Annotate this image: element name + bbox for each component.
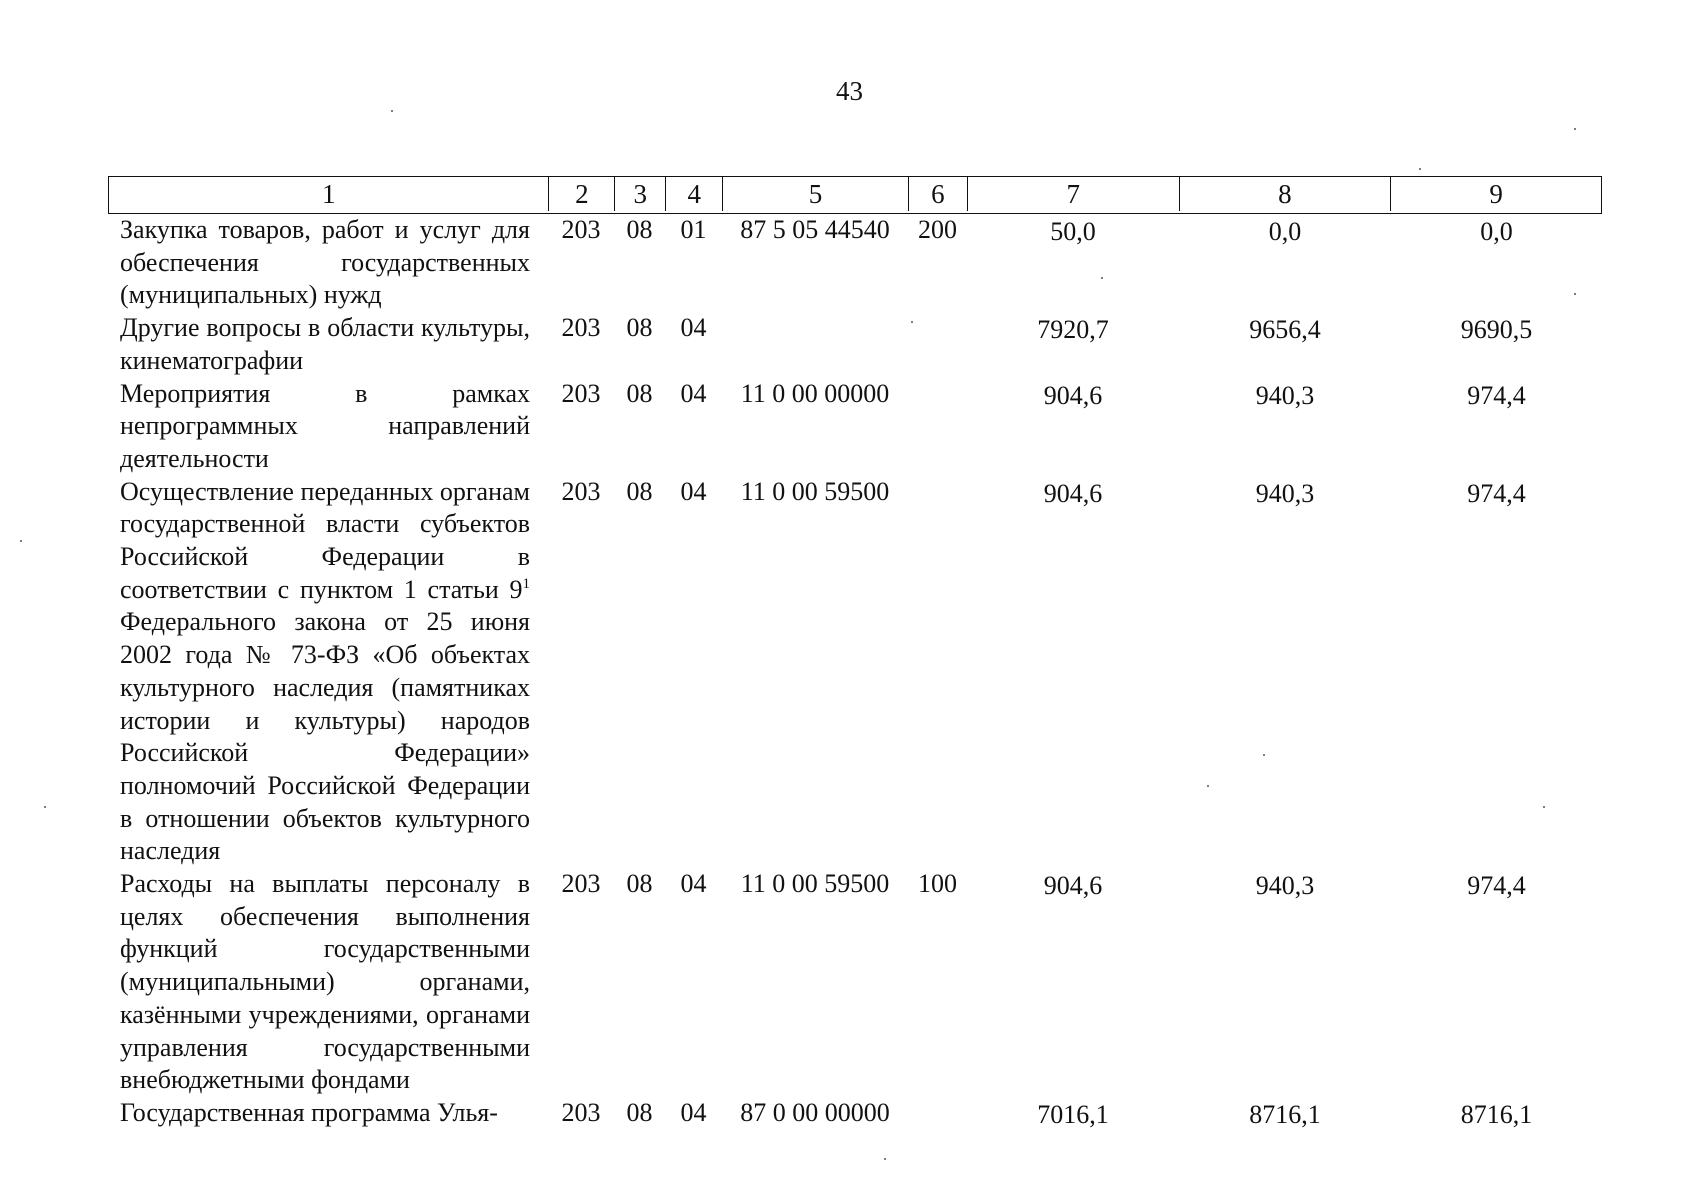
- row-subsection: 04: [680, 476, 707, 506]
- row-grbs: 203: [561, 869, 601, 899]
- row-name: Мероприятия в рамках непрограммных направлений деятельности: [120, 378, 530, 473]
- row-target-article: 87 5 05 44540: [740, 215, 890, 244]
- table-row: [108, 312, 1602, 377]
- row-amount-year-2: 940,3: [1255, 871, 1315, 901]
- row-target-article: 11 0 00 59500: [740, 869, 890, 899]
- row-amount-year-2: 9656,4: [1249, 315, 1321, 345]
- row-subsection: 01: [680, 215, 707, 244]
- row-name-part-2: Федерального закона от 25 июня 2002 года № 73-ФЗ «Об объектах культурного наследия (памятниках истории и культуры) народов Российской Федерации» полномочий Российской Федерации в отношении объектов культурного наследия: [120, 607, 530, 866]
- header-col-7: 7: [967, 177, 1179, 211]
- header-col-2: 2: [548, 177, 614, 211]
- row-amount-year-2: 0,0: [1268, 217, 1302, 246]
- row-expense-type: [908, 378, 967, 476]
- row-amount-year-2: 940,3: [1255, 380, 1315, 410]
- table-header-row: [108, 176, 1602, 214]
- row-name: Государственная программа Улья-: [120, 1097, 498, 1127]
- row-amount-year-1: 904,6: [1043, 871, 1103, 901]
- row-grbs: 203: [561, 313, 601, 343]
- table-row: [108, 378, 1602, 476]
- row-target-article: 87 0 00 00000: [740, 1097, 890, 1127]
- row-subsection: 04: [680, 378, 707, 408]
- row-section: 08: [626, 378, 653, 408]
- row-target-article: 11 0 00 59500: [740, 476, 890, 506]
- row-amount-year-3: 0,0: [1480, 217, 1513, 246]
- row-grbs: 203: [561, 476, 601, 506]
- row-name-superscript: 1: [522, 575, 530, 592]
- page-number: 43: [836, 76, 863, 106]
- header-col-4: 4: [665, 177, 722, 211]
- row-expense-type: 100: [918, 869, 957, 899]
- row-section: 08: [626, 869, 653, 899]
- row-grbs: 203: [561, 1097, 601, 1127]
- row-amount-year-1: 7920,7: [1037, 315, 1109, 345]
- row-amount-year-1: 50,0: [1050, 217, 1096, 246]
- header-col-1: 1: [321, 179, 336, 209]
- row-section: 08: [626, 1097, 653, 1127]
- row-name: [108, 476, 548, 868]
- row-amount-year-3: 8716,1: [1460, 1099, 1533, 1129]
- row-section: 08: [626, 215, 653, 244]
- table-row: [108, 868, 1602, 1097]
- row-target-article: [722, 312, 908, 377]
- row-expense-type: [908, 312, 967, 377]
- table-row: [108, 476, 1602, 868]
- table-row: [108, 1097, 1602, 1132]
- row-name-part-1: Осуществление переданных органам государственной власти субъектов Российской Федерации в соответствии с пунктом 1 статьи 9: [120, 476, 530, 604]
- row-amount-year-3: 974,4: [1467, 871, 1526, 901]
- scan-speck: [1101, 277, 1103, 279]
- scan-speck: [391, 110, 393, 112]
- scan-speck: [1574, 293, 1576, 295]
- row-section: 08: [626, 313, 653, 343]
- row-amount-year-1: 904,6: [1043, 380, 1103, 410]
- row-amount-year-1: 904,6: [1043, 478, 1103, 508]
- row-amount-year-1: 7016,1: [1037, 1099, 1109, 1129]
- budget-table: [108, 176, 1602, 1132]
- scan-speck: [1207, 785, 1209, 787]
- header-col-3: 3: [614, 177, 665, 211]
- row-subsection: 04: [680, 313, 707, 343]
- row-grbs: 203: [561, 378, 601, 408]
- table-row: [108, 214, 1602, 312]
- row-subsection: 04: [680, 1097, 707, 1127]
- row-expense-type: 200: [918, 215, 957, 244]
- row-name: Закупка товаров, работ и услуг для обеспечения государственных (муниципальных) нужд: [120, 215, 530, 310]
- row-name: Другие вопросы в области культуры, кинематографии: [120, 313, 530, 375]
- header-col-5: 5: [722, 177, 908, 211]
- scan-speck: [911, 321, 913, 323]
- row-expense-type: [908, 476, 967, 868]
- row-amount-year-3: 974,4: [1467, 478, 1526, 508]
- scan-speck: [20, 540, 22, 542]
- row-expense-type: [908, 1097, 967, 1132]
- row-amount-year-3: 974,4: [1467, 380, 1526, 410]
- row-amount-year-3: 9690,5: [1460, 315, 1533, 345]
- scan-speck: [1543, 806, 1545, 808]
- row-amount-year-2: 8716,1: [1249, 1099, 1321, 1129]
- row-name: Расходы на выплаты персоналу в целях обеспечения выполнения функций государственными (муниципальными) органами, казёнными учреждениями, органами управления государственными внебюджетными фондами: [120, 869, 530, 1095]
- row-amount-year-2: 940,3: [1255, 478, 1315, 508]
- scan-speck: [884, 1158, 886, 1160]
- header-col-9: 9: [1390, 177, 1601, 211]
- row-grbs: 203: [561, 215, 601, 244]
- header-col-8: 8: [1179, 177, 1391, 211]
- header-col-6: 6: [908, 177, 967, 211]
- scan-speck: [1574, 128, 1576, 130]
- row-target-article: 11 0 00 00000: [740, 378, 890, 408]
- row-subsection: 04: [680, 869, 707, 899]
- scan-speck: [44, 806, 46, 808]
- row-section: 08: [626, 476, 653, 506]
- scan-speck: [1263, 754, 1265, 756]
- scan-speck: [1419, 168, 1421, 170]
